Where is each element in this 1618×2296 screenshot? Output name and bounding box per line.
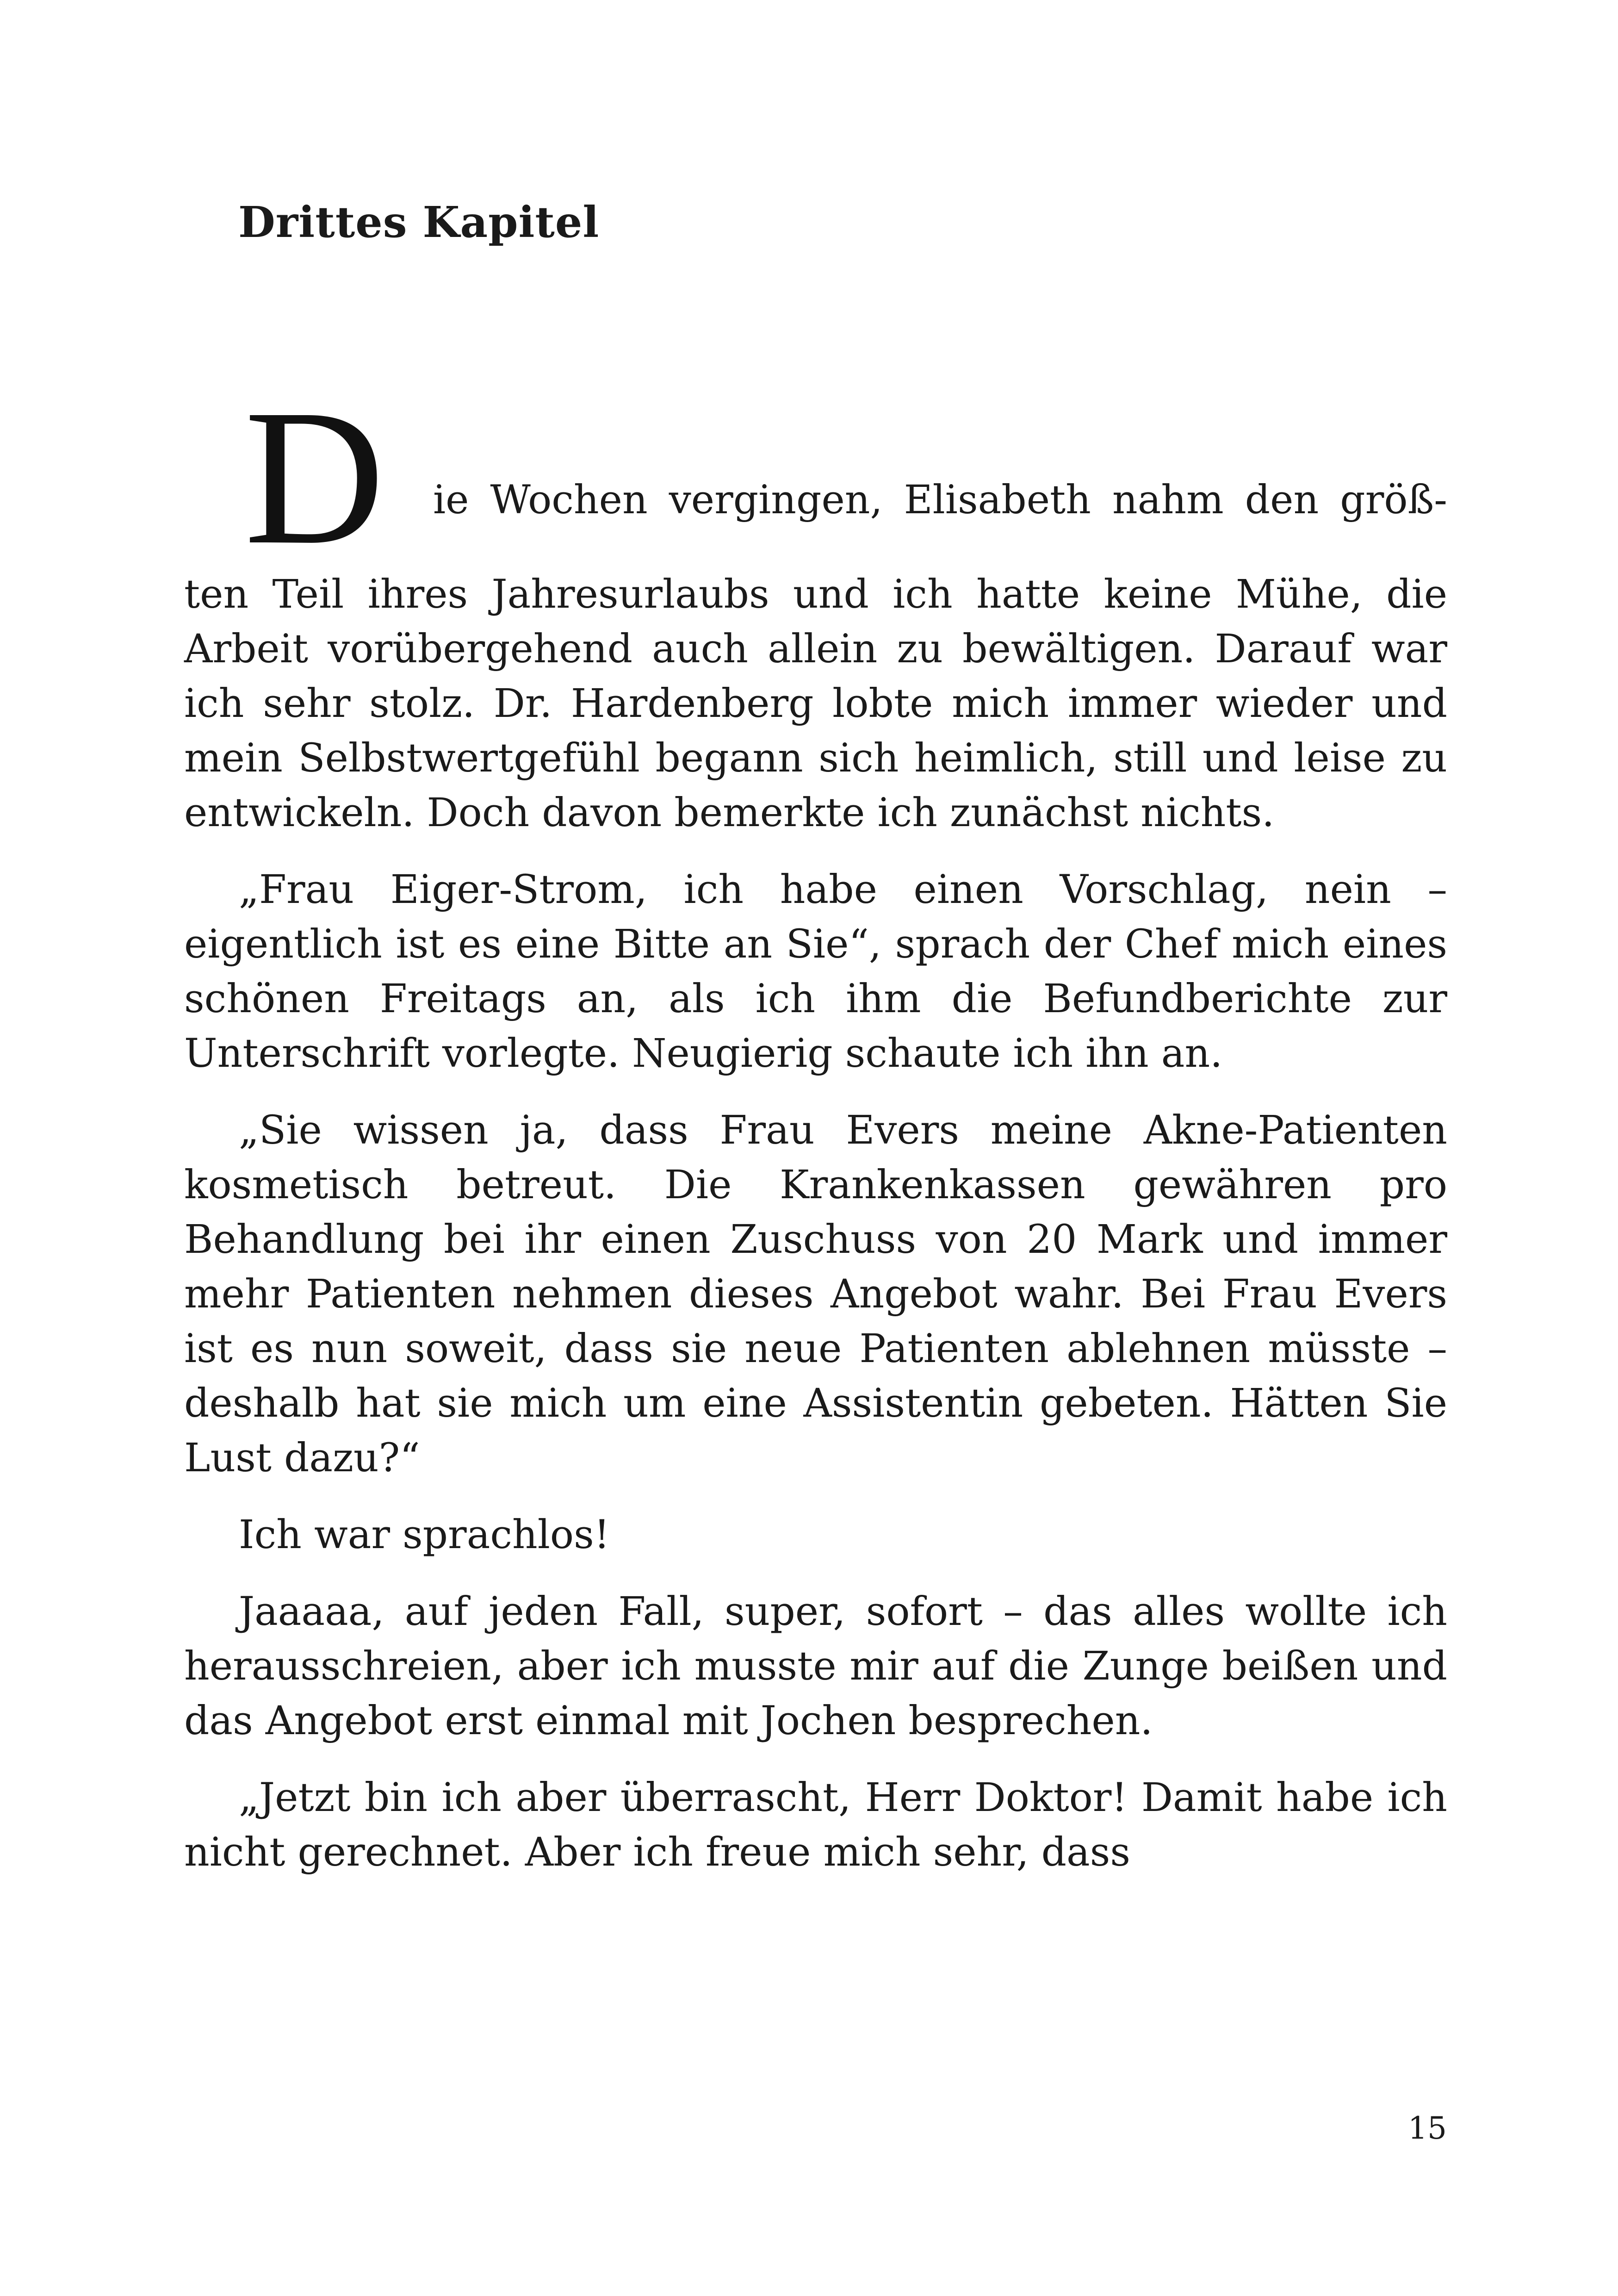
- paragraph-1: [184, 369, 1447, 840]
- drop-cap: D: [244, 369, 385, 585]
- first-line: [184, 369, 1447, 585]
- page-number: 15: [1408, 2110, 1447, 2146]
- first-line-text: ie Wochen vergingen, Elisabeth nahm den größ-: [433, 477, 1447, 523]
- paragraph-1-rest: ten Teil ihres Jahresurlaubs und ich hatte keine Mühe, die Arbeit vorübergehend auch allein zu bewältigen. Darauf war ich sehr stolz. Dr. Hardenberg lobte mich immer wieder und mein Selbstwertgefühl begann sich heimlich, still und leise zu entwickeln. Doch davon bemerkte ich zunächst nichts.: [184, 572, 1447, 836]
- paragraph-5: Jaaaaa, auf jeden Fall, super, sofort – das alles wollte ich herausschreien, aber ich musste mir auf die Zunge beißen und das Angebot erst einmal mit Jochen besprechen.: [184, 1589, 1447, 1744]
- body-text: [184, 369, 1447, 1902]
- paragraph-3: „Sie wissen ja, dass Frau Evers meine Akne-Patienten kosmetisch betreut. Die Krankenkassen gewähren pro Behandlung bei ihr einen Zuschuss von 20 Mark und immer mehr Patienten nehmen dieses Angebot wahr. Bei Frau Evers ist es nun soweit, dass sie neue Patienten ablehnen müsste – deshalb hat sie mich um eine Assistentin gebeten. Hätten Sie Lust dazu?“: [184, 1108, 1447, 1481]
- paragraph-2: „Frau Eiger-Strom, ich habe einen Vorschlag, nein – eigentlich ist es eine Bitte an Sie“, sprach der Chef mich eines schönen Freitags an, als ich ihm die Befundberichte zur Unterschrift vorlegte. Neugierig schaute ich ihn an.: [184, 867, 1447, 1076]
- paragraph-6: „Jetzt bin ich aber überrascht, Herr Doktor! Damit habe ich nicht gerechnet. Aber ich freue mich sehr, dass: [184, 1775, 1447, 1875]
- paragraph-4: Ich war sprachlos!: [239, 1512, 610, 1558]
- chapter-title: Drittes Kapitel: [238, 197, 600, 247]
